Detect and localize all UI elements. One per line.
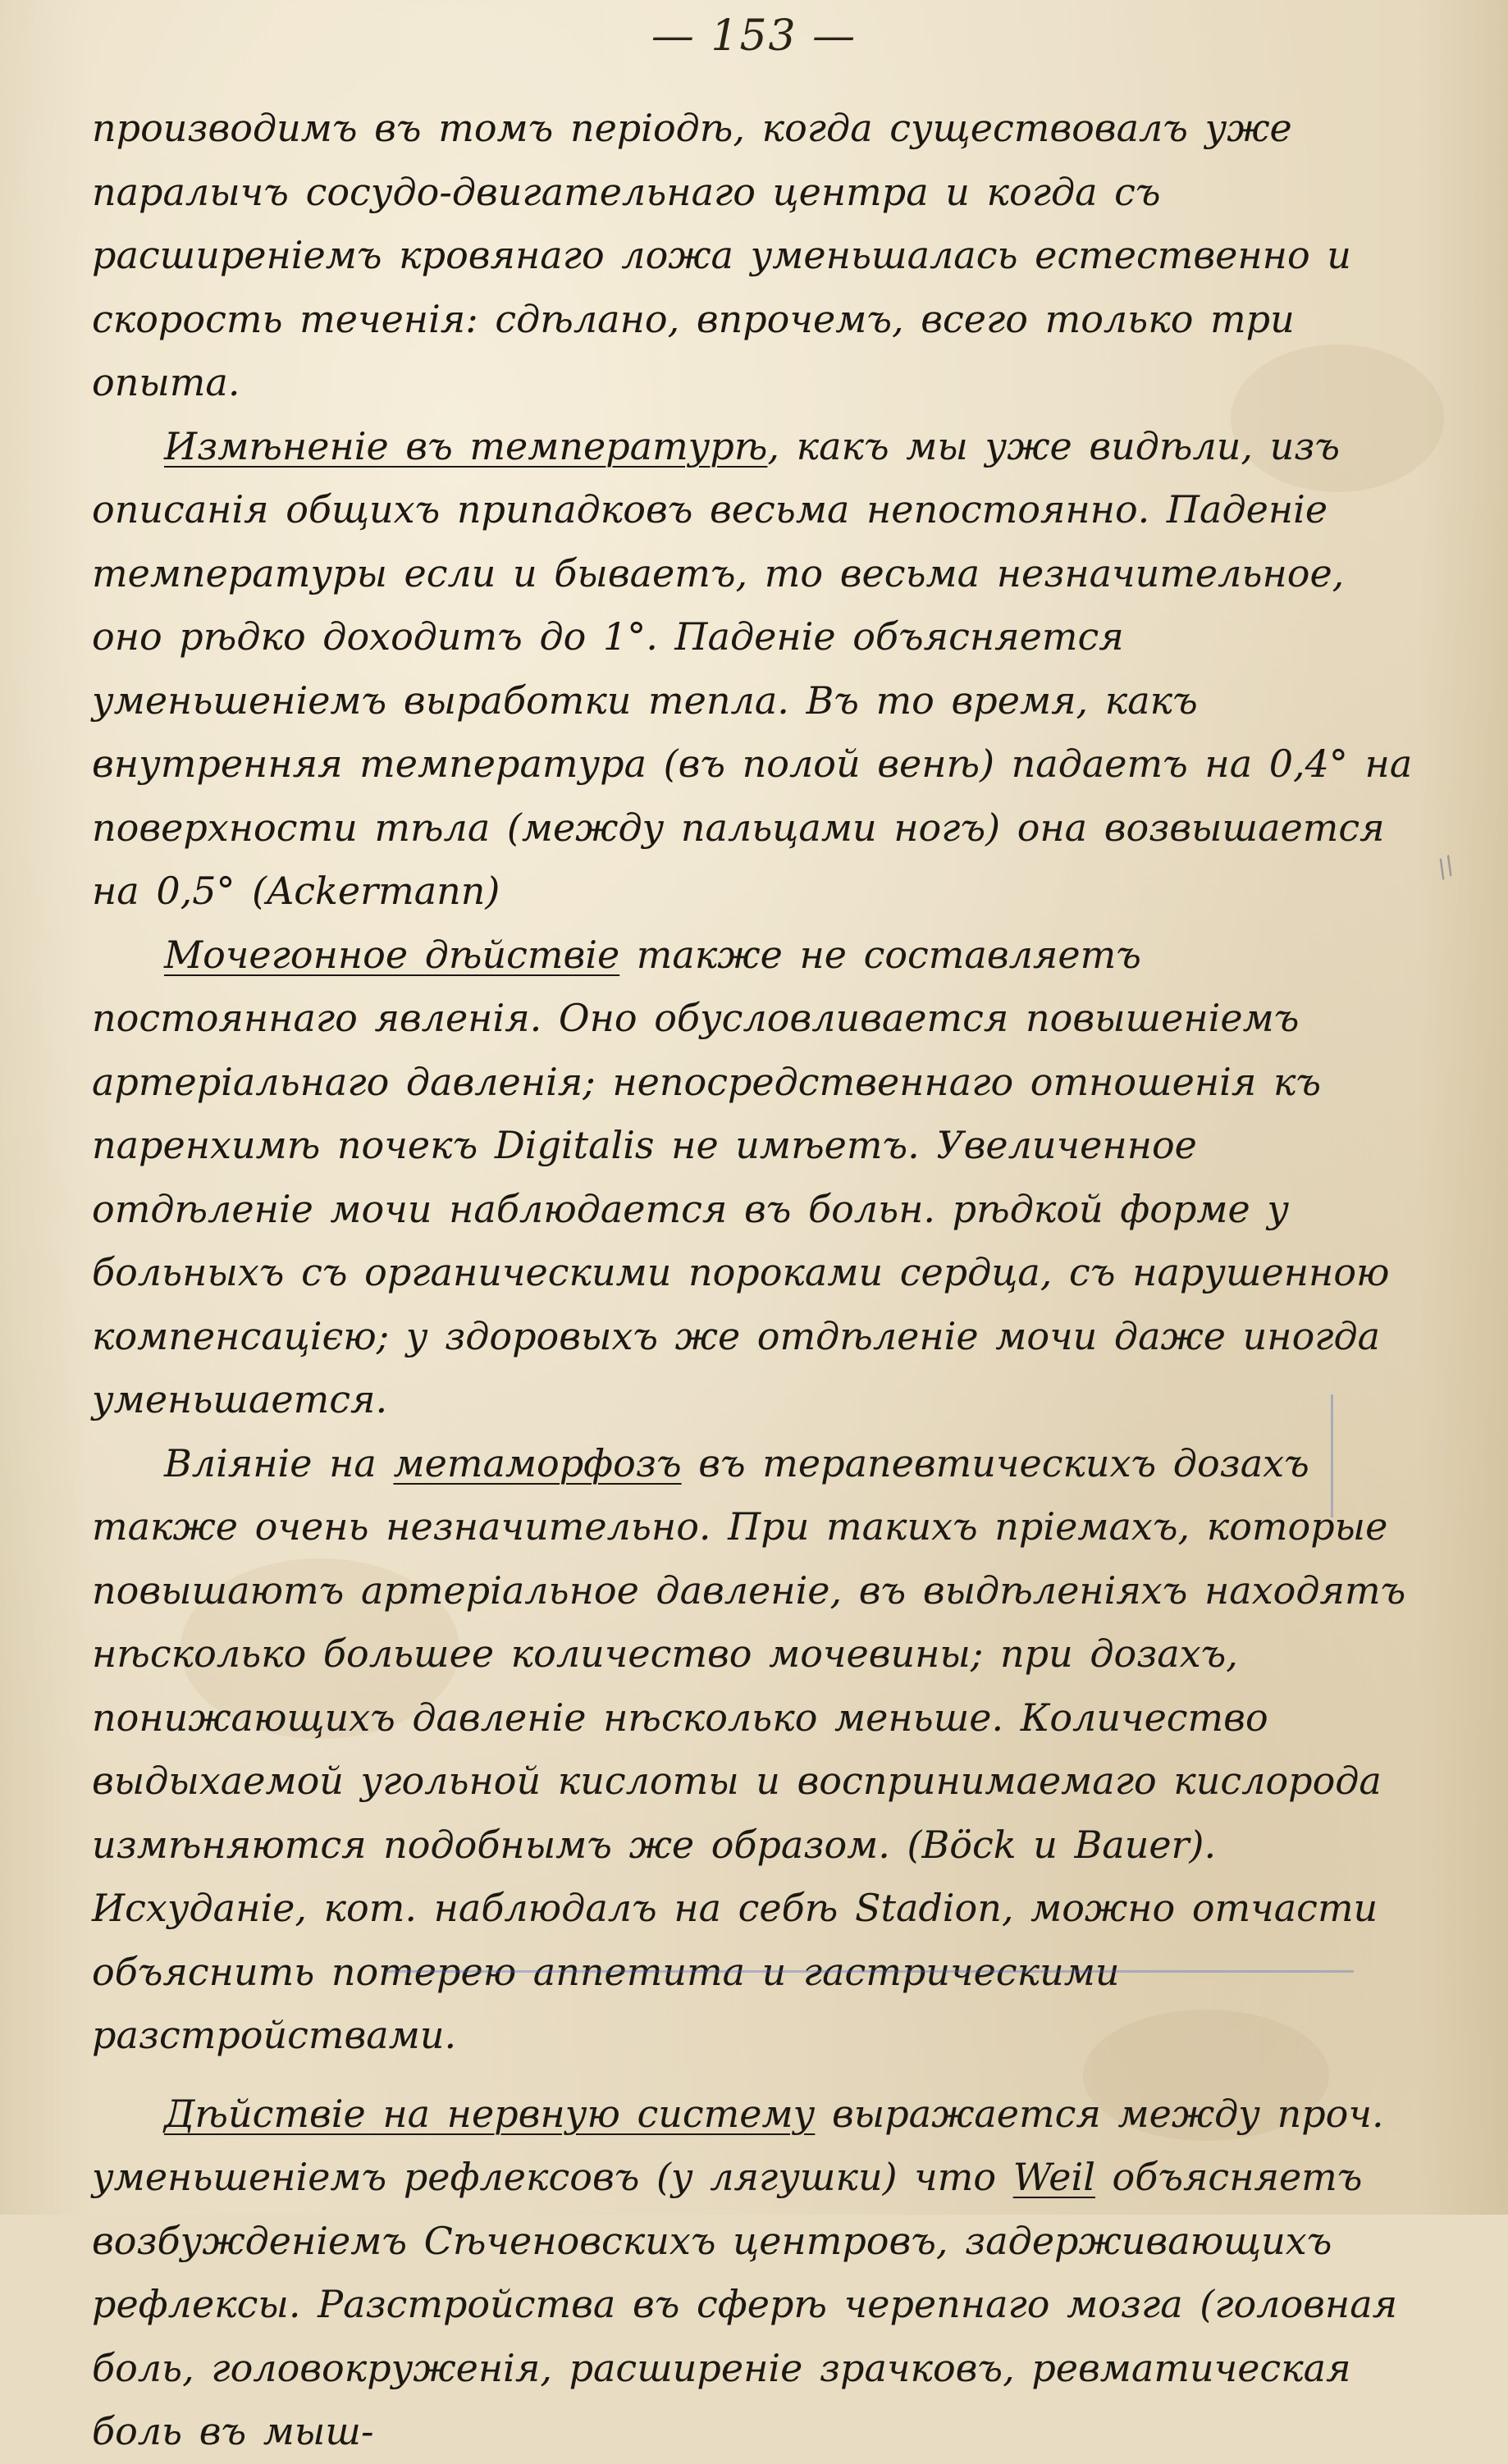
paragraph: [92, 415, 1421, 924]
paragraph-text: объясняетъ возбужденіемъ Сѣченовскихъ центровъ, задерживающихъ рефлексы. Разстройства въ сферѣ черепнаго мозга (головная боль, головокруженія, расширеніе зрачковъ, ревматическая боль въ мыш-: [92, 2155, 1398, 2453]
underlined-heading-text: метаморфозъ: [393, 1440, 682, 1485]
paragraph-text: , какъ мы уже видѣли, изъ описанія общихъ припадковъ весьма непостоянно. Паденіе температуры если и бываетъ, то весьма незначительное, оно рѣдко доходитъ до 1°. Паденіе объясняется уменьшеніемъ выработки тепла. Въ то время, какъ внутренняя температура (въ полой венѣ) падаетъ на 0,4° на поверхности тѣла (между пальцами ногъ) она возвышается на 0,5° (Ackermann): [92, 423, 1413, 913]
paragraph-text: въ терапевтическихъ дозахъ также очень незначительно. При такихъ пріемахъ, которые повышаютъ артеріальное давленіе, въ выдѣленіяхъ находятъ нѣсколько большее количество мочевины; при дозахъ, понижающихъ давленіе нѣсколько меньше. Количество выдыхаемой угольной кислоты и воспринимаемаго кислорода измѣняются подобнымъ же образом. (Böck и Bauer). Исхуданіе, кот. наблюдалъ на себѣ Stadion, можно отчасти объяснить потерею аппетита и гастрическими разстройствами.: [92, 1440, 1406, 2057]
pencil-marginal-mark: ∕∕: [1432, 851, 1460, 884]
underlined-heading-text: Дѣйствіе на нервную систему: [164, 2091, 816, 2136]
paragraph-text: выражается между проч. уменьшеніемъ рефлексовъ (у лягушки) что: [92, 2091, 1384, 2199]
underlined-heading-text: Мочегонное дѣйствіе: [164, 932, 620, 977]
underlined-heading-text: Измѣненіе въ температурѣ: [164, 423, 768, 468]
paragraph: [92, 2083, 1421, 2464]
paragraph-text: также не составляетъ постояннаго явленія. Оно обусловливается повышеніемъ артеріальнаго давленія; непосредственнаго отношенія къ паренхимѣ почекъ Digitalis не имѣетъ. Увеличенное отдѣленіе мочи наблюдается въ больн. рѣдкой форме у больныхъ съ органическими пороками сердца, съ нарушенною компенсацією; у здоровыхъ же отдѣленіе мочи даже иногда уменьшается.: [92, 932, 1390, 1421]
paragraph-text: производимъ въ томъ періодѣ, когда существовалъ уже паралычъ сосудо-двигательнаго центра и когда съ расширеніемъ кровянаго ложа уменьшалась естественно и скорость теченія: сдѣлано, впрочемъ, всего только три опыта.: [92, 106, 1351, 404]
blue-pencil-underline: [386, 1970, 1354, 1973]
page-number: — 153 —: [651, 11, 857, 61]
blue-pencil-margin-line: [1331, 1394, 1333, 1517]
underlined-heading-text: Weil: [1012, 2155, 1095, 2199]
handwritten-body: [92, 97, 1421, 2464]
paragraph-text: Вліяніе на: [164, 1440, 394, 1485]
paragraph: [92, 97, 1421, 415]
paragraph: [92, 924, 1421, 1432]
